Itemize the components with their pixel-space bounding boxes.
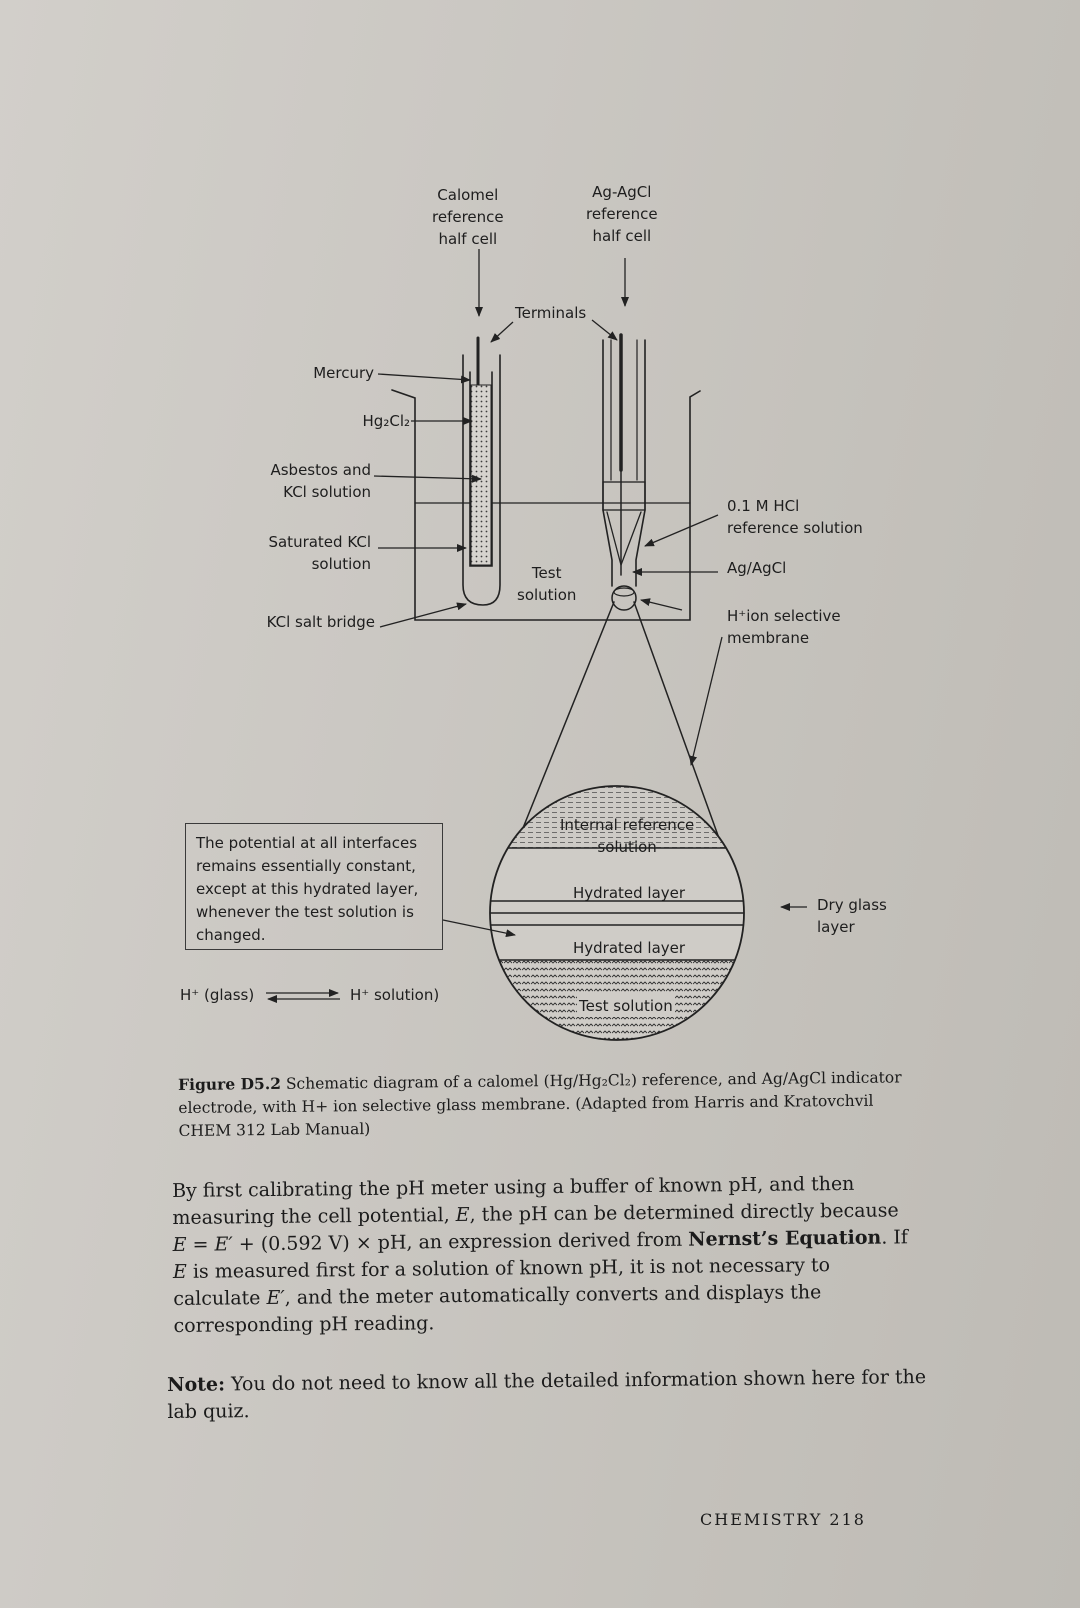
- calomel-label: Calomel reference half cell: [432, 186, 504, 248]
- hg2cl2-label: Hg₂Cl₂: [362, 412, 410, 430]
- note-paragraph: [167, 1364, 928, 1426]
- hydrated-layer-note-box: The potential at all interfaces remains essentially constant, except at this hydrated layer, whenever the test solution is changed.: [185, 823, 443, 950]
- caption-text: Schematic diagram of a calomel (Hg/Hg₂Cl₂) reference, and Ag/AgCl indicator electrode, with H+ ion selective glass membrane. (Adapted from Harris and Kratovchvil CHEM 312 Lab Manual): [178, 1068, 902, 1140]
- agagcl-label: Ag-AgCl reference half cell: [586, 183, 658, 245]
- hcl-label: 0.1 M HCl reference solution: [727, 497, 863, 537]
- symbol-e: E: [455, 1203, 470, 1227]
- body-text-5: . If: [881, 1226, 909, 1249]
- salt-bridge-label: KCl salt bridge: [266, 613, 375, 631]
- note-text: You do not need to know all the detailed information shown here for the lab quiz.: [167, 1366, 927, 1423]
- dry-glass-label: Dry glass layer: [817, 896, 887, 936]
- hg2cl2-paste: [471, 385, 491, 565]
- agagcl-wire-label: Ag/AgCl: [727, 559, 787, 577]
- symbol-e-prime: E′: [266, 1286, 285, 1310]
- figure-caption: [178, 1065, 909, 1143]
- asbestos-label: Asbestos and KCl solution: [270, 461, 371, 501]
- equilibrium-right-label: H⁺ solution): [350, 986, 440, 1004]
- bulb-test-solution-label: Test solution: [579, 997, 673, 1015]
- page-footer: CHEMISTRY 218: [700, 1510, 866, 1529]
- body-text-6: is measured first for a solution of known pH, it is not necessary to calculate: [173, 1254, 831, 1310]
- body-text-4: + (0.592 V) × pH, an expression derived from: [232, 1228, 689, 1256]
- figure-number: Figure D5.2: [178, 1073, 282, 1094]
- symbol-e: E: [172, 1233, 187, 1256]
- terminals-label: Terminals: [515, 304, 587, 322]
- test-solution-label: Test solution: [517, 564, 577, 604]
- body-text-3: =: [186, 1233, 215, 1256]
- body-text-1: By first calibrating the pH meter using a buffer of known pH, and then measuring the cell potential,: [172, 1172, 855, 1229]
- nernst-equation-term: Nernst’s Equation: [688, 1226, 882, 1251]
- mercury-label: Mercury: [313, 364, 374, 382]
- equilibrium-left-label: H⁺ (glass): [180, 986, 255, 1004]
- agagcl-electrode-body: [603, 340, 645, 586]
- symbol-e: E: [172, 1260, 187, 1283]
- body-text-7: , and the meter automatically converts and displays the corresponding pH reading.: [173, 1281, 822, 1337]
- body-paragraph: [172, 1170, 914, 1340]
- symbol-e-prime: E′: [214, 1233, 233, 1256]
- saturated-kcl-label: Saturated KCl solution: [268, 533, 371, 573]
- membrane-label: H⁺ion selective membrane: [727, 607, 841, 647]
- internal-reference-label: Internal reference solution: [560, 816, 695, 856]
- note-label: Note:: [167, 1373, 226, 1396]
- body-text-2: , the pH can be determined directly because: [469, 1199, 899, 1226]
- hydrated-layer-bottom-label: Hydrated layer: [573, 939, 686, 957]
- hydrated-layer-top-label: Hydrated layer: [573, 884, 686, 902]
